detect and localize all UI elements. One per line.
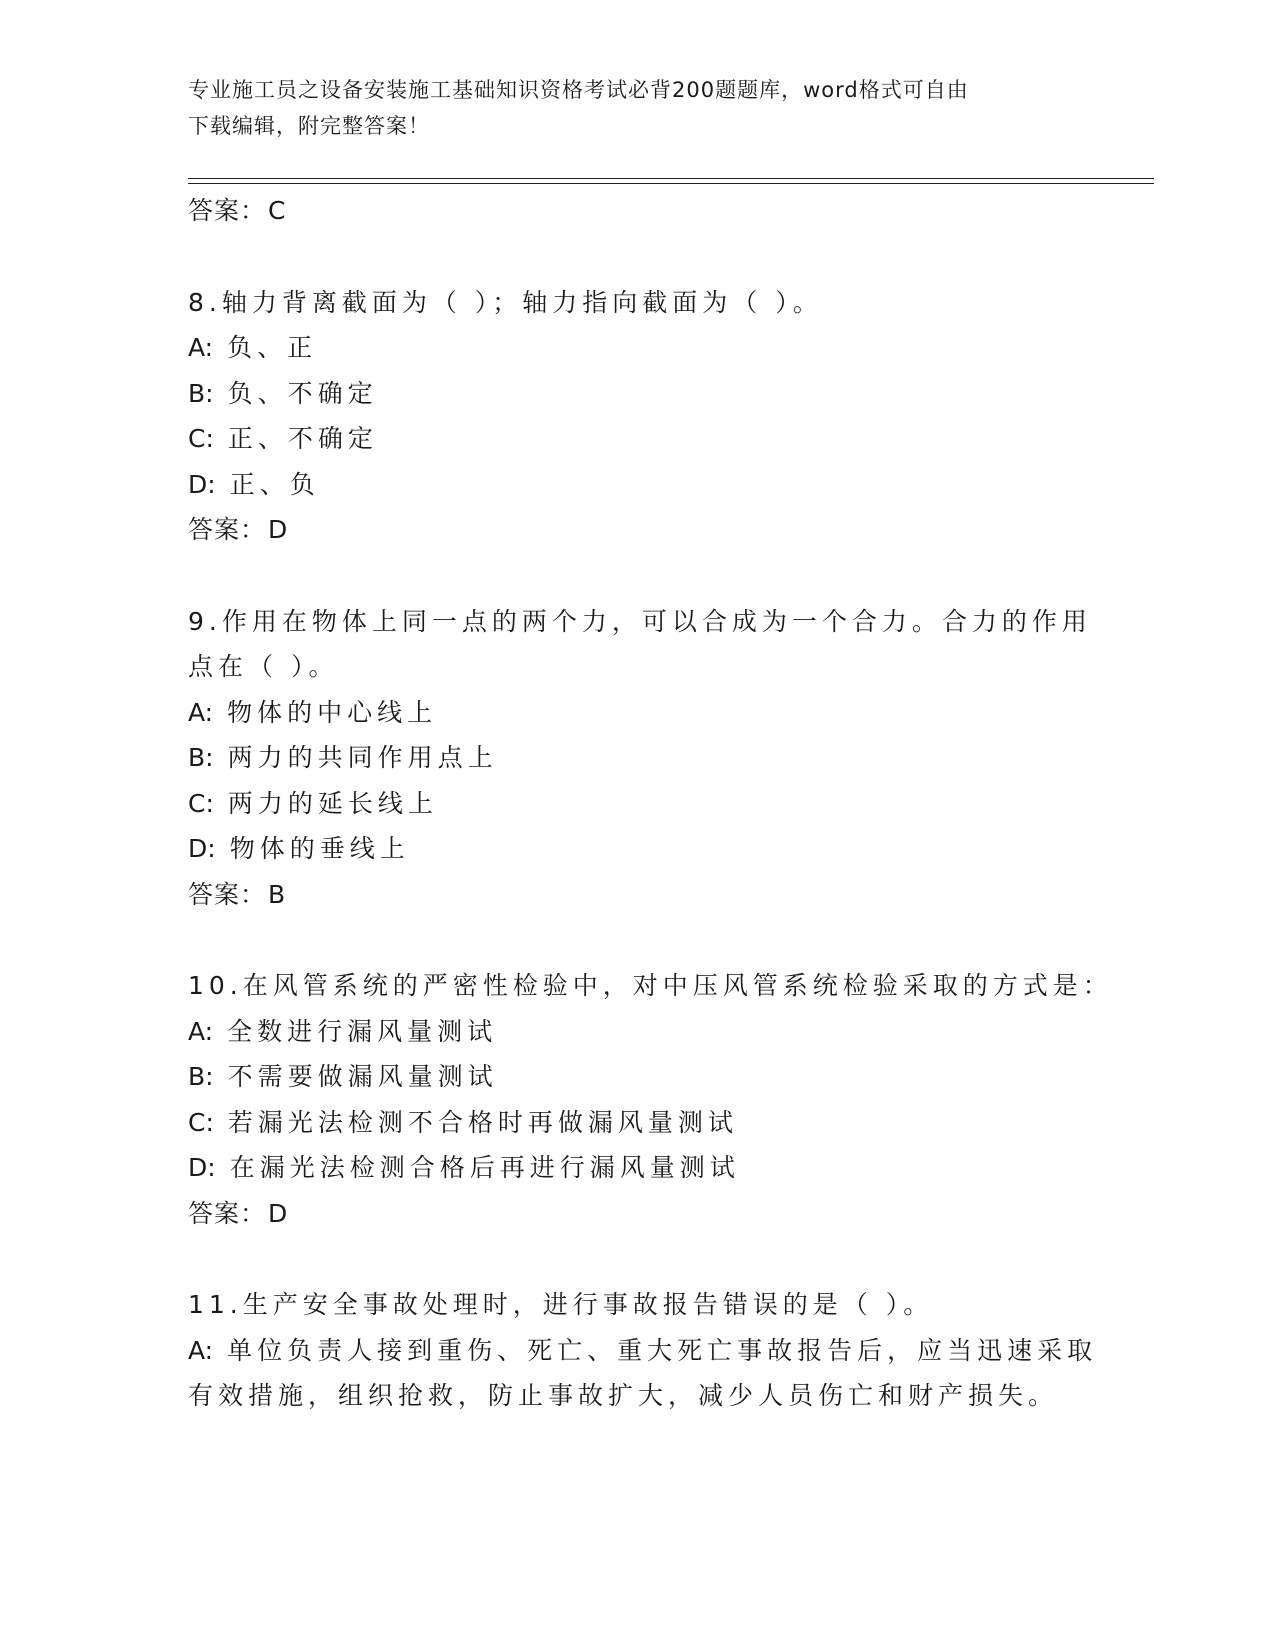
- answer-label: 答案：: [188, 515, 267, 544]
- option-c: [188, 781, 1088, 827]
- option-letter: B:: [188, 1062, 214, 1091]
- question-8: [188, 280, 1088, 553]
- option-b: [188, 371, 1088, 417]
- option-c: [188, 416, 1088, 462]
- option-a: [188, 690, 1088, 736]
- option-letter: D:: [188, 834, 216, 863]
- option-letter: B:: [188, 378, 214, 408]
- option-text: 负、正: [227, 333, 318, 362]
- header-divider-bottom: [188, 183, 1154, 184]
- question-stem: 10.在风管系统的严密性检验中，对中压风管系统检验采取的方式是：: [188, 971, 1113, 1000]
- answer-value: D: [268, 515, 289, 544]
- option-a-cont: 有效措施，组织抢救，防止事故扩大，减少人员伤亡和财产损失。: [188, 1381, 1059, 1410]
- option-d: [188, 826, 1088, 872]
- option-letter: A:: [188, 1335, 214, 1365]
- question-10: [188, 963, 1113, 1236]
- option-letter: A:: [188, 697, 214, 727]
- answer-value: B: [268, 879, 287, 909]
- option-text: 正、不确定: [227, 424, 378, 453]
- question-stem: 11.生产安全事故处理时，进行事故报告错误的是（ ）。: [188, 1290, 934, 1319]
- option-letter: D:: [188, 469, 216, 499]
- answer-line: [188, 1191, 1088, 1237]
- option-text: 两力的共同作用点上: [227, 743, 498, 772]
- question-11: [188, 1282, 1098, 1419]
- answer-line: [188, 507, 1088, 553]
- option-text: 若漏光法检测不合格时再做漏风量测试: [227, 1107, 738, 1137]
- question-list: [188, 188, 1113, 1419]
- question-stem-cont: 点在（ ）。: [188, 652, 339, 681]
- answer-label: 答案：: [188, 196, 267, 225]
- answer-value: D: [268, 1198, 289, 1228]
- option-a: [188, 325, 1088, 371]
- option-a: [188, 1328, 1098, 1374]
- answer-value: C: [268, 196, 287, 225]
- option-text: 单位负责人接到重伤、死亡、重大死亡事故报告后，应当迅速采取: [227, 1335, 1098, 1365]
- option-text: 负、不确定: [227, 378, 378, 408]
- option-letter: A:: [188, 333, 214, 362]
- option-letter: D:: [188, 1153, 216, 1182]
- header-line-2: 下载编辑，附完整答案！: [188, 114, 430, 138]
- option-text: 正、负: [229, 469, 320, 499]
- option-letter: C:: [188, 788, 214, 818]
- answer-label: 答案：: [188, 879, 267, 909]
- answer-line: [188, 872, 1088, 918]
- question-stem: 9.作用在物体上同一点的两个力，可以合成为一个合力。合力的作用: [188, 606, 1092, 636]
- option-letter: B:: [188, 743, 214, 772]
- option-text: 全数进行漏风量测试: [227, 1016, 498, 1046]
- question-stem: 8.轴力背离截面为（ ）；轴力指向截面为（ ）。: [188, 287, 823, 317]
- option-d: [188, 462, 1088, 508]
- option-text: 物体的垂线上: [229, 834, 410, 863]
- answer-label: 答案：: [188, 1198, 267, 1228]
- option-letter: A:: [188, 1016, 214, 1046]
- option-letter: C:: [188, 1107, 214, 1137]
- question-9: [188, 599, 1092, 918]
- header-divider-top: [188, 178, 1154, 179]
- header-line-1: 专业施工员之设备安装施工基础知识资格考试必背200题题库，word格式可自由: [188, 78, 969, 102]
- option-text: 物体的中心线上: [227, 697, 438, 727]
- option-text: 不需要做漏风量测试: [227, 1062, 498, 1091]
- document-header: [188, 72, 1088, 144]
- option-b: [188, 1054, 1088, 1100]
- option-text: 在漏光法检测合格后再进行漏风量测试: [229, 1153, 740, 1182]
- option-letter: C:: [188, 424, 214, 453]
- option-b: [188, 735, 1088, 781]
- option-c: [188, 1100, 1088, 1146]
- option-a: [188, 1009, 1088, 1055]
- option-d: [188, 1145, 1088, 1191]
- answer-line: [188, 188, 1088, 234]
- option-text: 两力的延长线上: [227, 788, 438, 818]
